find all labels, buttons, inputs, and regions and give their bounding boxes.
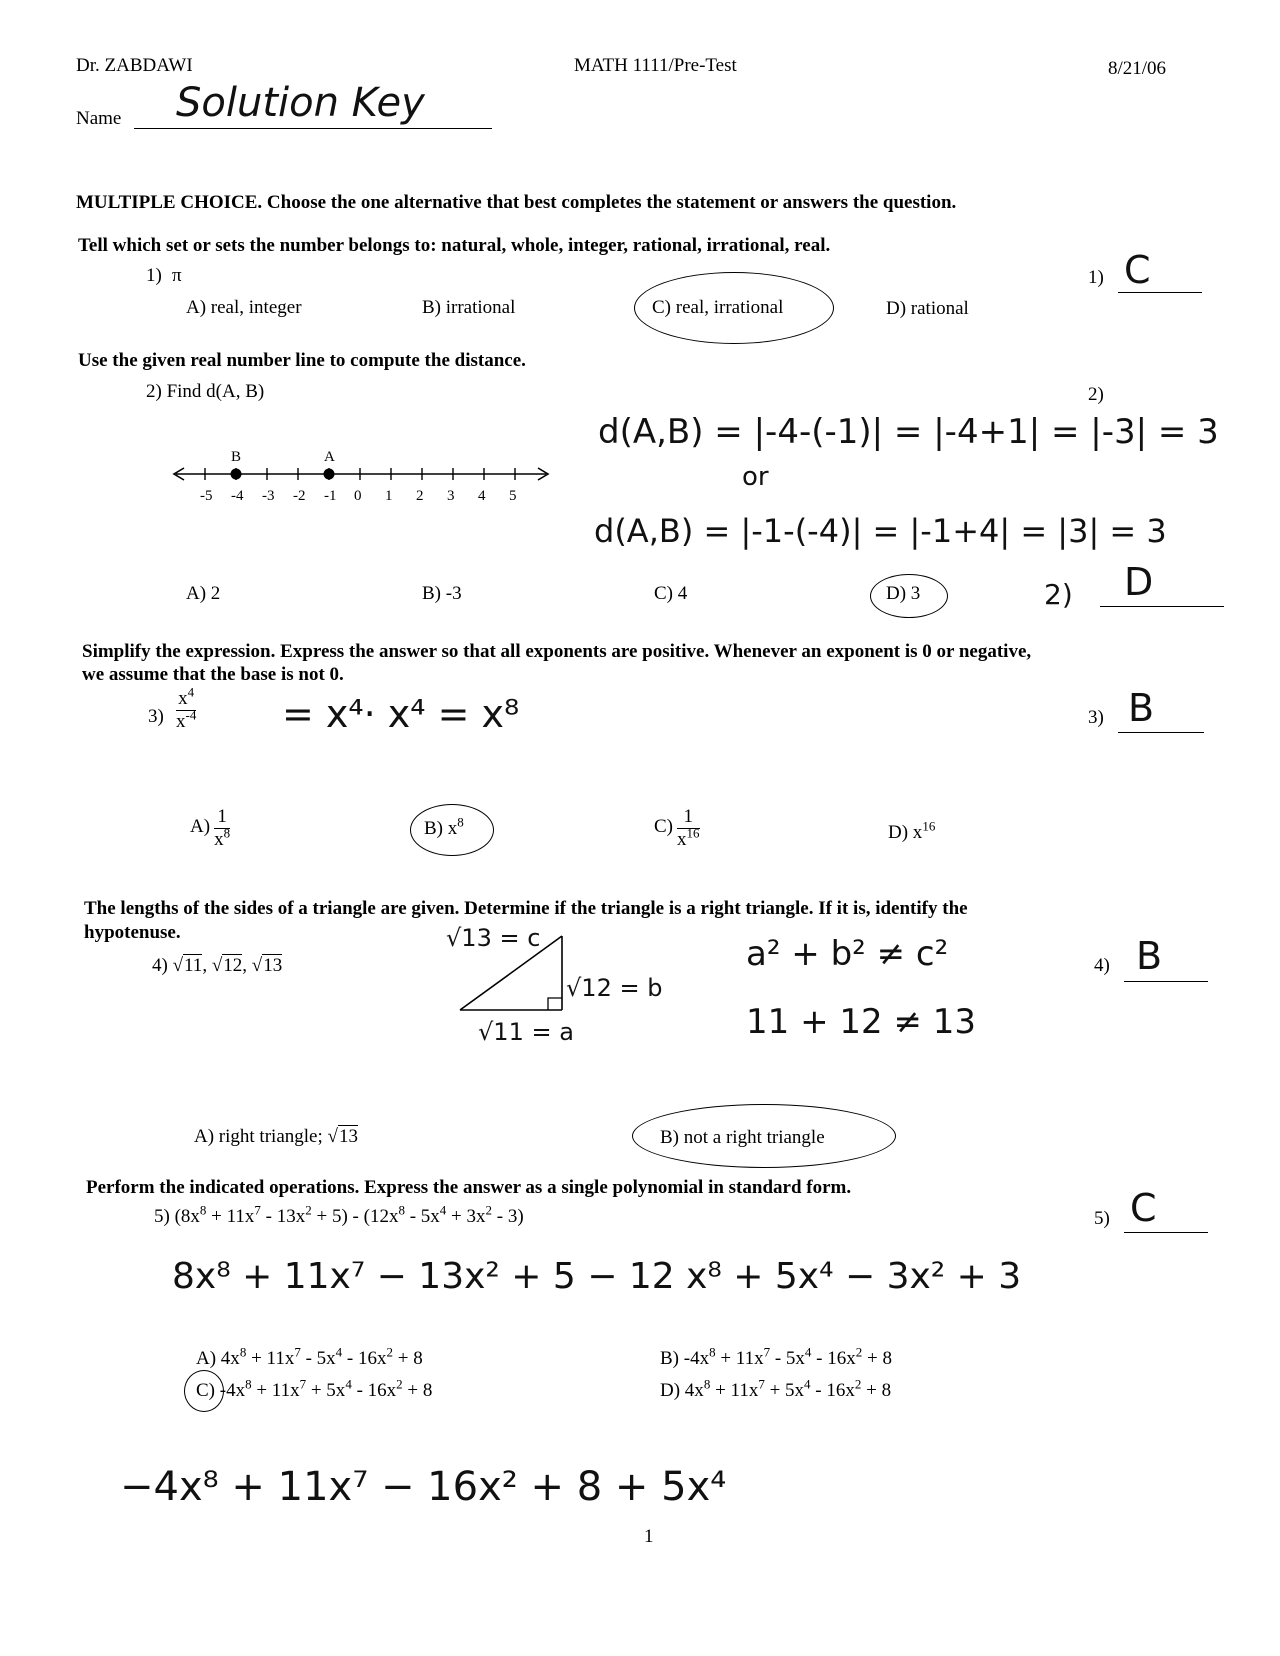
- q4-directions-2: hypotenuse.: [84, 922, 181, 943]
- point-b-label: B: [231, 449, 242, 465]
- q5-problem: 5) $(8x^8 + 11x^7 - 13x^2 + 5) - (12x^8 - 5x^4 + 3x^2 - 3)$: [154, 1202, 524, 1227]
- q1-answer-line: [1118, 292, 1202, 293]
- tick-label: 2: [416, 488, 424, 504]
- q4-answer-circle: [632, 1104, 896, 1168]
- q1-answer: C: [1124, 248, 1151, 292]
- q4-option-a-label: A) right triangle;: [194, 1126, 328, 1147]
- q5-work-2: −4x⁸ + 11x⁷ − 16x² + 8 + 5x⁴: [120, 1464, 727, 1510]
- q4-option-b[interactable]: B) not a right triangle: [660, 1127, 825, 1148]
- tick-label: -1: [324, 488, 337, 504]
- course-title: MATH 1111/Pre-Test: [574, 55, 737, 76]
- q3-option-c-label: C): [654, 816, 673, 838]
- tick-label: 3: [447, 488, 455, 504]
- tick-label: 0: [354, 488, 362, 504]
- q2-option-a[interactable]: A) 2: [186, 583, 221, 604]
- point-a-dot: [324, 469, 335, 480]
- q3-answer-label: 3): [1088, 707, 1104, 728]
- q3-option-b-label: B) x: [424, 818, 458, 839]
- q2-answer: D: [1124, 560, 1154, 604]
- tick-label: 1: [385, 488, 393, 504]
- q2-answer-circle: [870, 574, 948, 618]
- number-line: [168, 444, 558, 508]
- q2-work-line1: d(A,B) = |-4-(-1)| = |-4+1| = |-3| = 3: [598, 412, 1219, 452]
- q4-number: 4) √11, √12, √13: [152, 955, 283, 976]
- q2-option-c[interactable]: C) 4: [654, 583, 688, 604]
- q5-option-c[interactable]: C) $-4x^8 + 11x^7 + 5x^4 - 16x^2 + 8$: [196, 1376, 433, 1401]
- q3-option-a-label: A): [190, 816, 211, 838]
- tick-label: -4: [231, 488, 244, 504]
- q4-work-eq2: 11 + 12 ≠ 13: [746, 1002, 976, 1042]
- q5-answer-label: 5): [1094, 1208, 1110, 1229]
- name-signature: Solution Key: [176, 80, 425, 126]
- q3-directions-2: we assume that the base is not 0.: [82, 664, 344, 681]
- point-b-dot: [231, 469, 242, 480]
- q3-option-c[interactable]: C) $\frac{1}{x^{16}}$: [654, 806, 700, 850]
- q2-answer-label: 2): [1044, 578, 1073, 611]
- name-line: [134, 128, 492, 129]
- instructor-name: Dr. ZABDAWI: [76, 55, 193, 76]
- q1-option-c[interactable]: C) real, irrational: [652, 297, 784, 318]
- q5-option-d[interactable]: D) $4x^8 + 11x^7 + 5x^4 - 16x^2 + 8$: [660, 1376, 892, 1401]
- q3-answer: B: [1128, 686, 1155, 730]
- tick-label: 5: [509, 488, 517, 504]
- q1-prompt: π: [172, 265, 182, 286]
- name-label: Name: [76, 108, 122, 129]
- q1-answer-label: 1): [1088, 267, 1104, 288]
- q1-answer-circle: [634, 272, 834, 344]
- q3-option-d-label: D) x: [888, 822, 923, 843]
- instructions: MULTIPLE CHOICE. Choose the one alternative that best completes the statement or answers the question.: [76, 192, 957, 213]
- q4-work-b: √12 = b: [566, 974, 663, 1002]
- q4-answer: B: [1136, 934, 1163, 978]
- tick-label: -5: [200, 488, 213, 504]
- test-date: 8/21/06: [1108, 58, 1167, 79]
- q3-option-d[interactable]: D) $x^{16}$: [888, 818, 936, 843]
- q4-work-eq1: a² + b² ≠ c²: [746, 934, 949, 974]
- q2-work-line2: d(A,B) = |-1-(-4)| = |-1+4| = |3| = 3: [594, 512, 1167, 550]
- q2-work-or: or: [742, 462, 769, 492]
- q3-work: = x⁴· x⁴ = x⁸: [282, 692, 520, 736]
- page-number: 1: [644, 1526, 654, 1547]
- q3-directions-1: Simplify the expression. Express the answer so that all exponents are positive. Whenever an exponent is 0 or negative,: [82, 641, 1032, 662]
- q4-work-c: √13 = c: [446, 924, 541, 952]
- q5-answer-line: [1124, 1232, 1208, 1233]
- tick-label: -2: [293, 488, 306, 504]
- q5-option-a[interactable]: A) $4x^8 + 11x^7 - 5x^4 - 16x^2 + 8$: [196, 1344, 423, 1369]
- q2-option-b[interactable]: B) -3: [422, 583, 462, 604]
- q1-number: 1): [146, 265, 162, 286]
- q1-option-a[interactable]: A) real, integer: [186, 297, 302, 318]
- q4-option-a[interactable]: A) right triangle; √13: [194, 1126, 358, 1147]
- q3-answer-circle: [410, 804, 494, 856]
- q2-answer-label-top: 2): [1088, 384, 1104, 405]
- q2-answer-line: [1100, 606, 1224, 607]
- q4-work-a: √11 = a: [478, 1018, 574, 1046]
- tick-label: -3: [262, 488, 275, 504]
- point-a-label: A: [324, 449, 335, 465]
- q3-answer-line: [1118, 732, 1204, 733]
- q2-directions: Use the given real number line to compute the distance.: [78, 350, 526, 371]
- q5-answer: C: [1130, 1186, 1157, 1230]
- q1-option-b[interactable]: B) irrational: [422, 297, 516, 318]
- q3-expression: $\frac{x^4}{x^{-4}}$: [176, 684, 197, 732]
- q5-work-1: 8x⁸ + 11x⁷ − 13x² + 5 − 12 x⁸ + 5x⁴ − 3x² + 3: [172, 1256, 1022, 1297]
- q3-number: 3): [148, 706, 164, 727]
- q3-option-a[interactable]: A) $\frac{1}{x^8}$: [190, 806, 231, 850]
- q4-answer-label: 4): [1094, 955, 1110, 976]
- q5-answer-circle: [184, 1370, 224, 1412]
- q4-answer-line: [1124, 981, 1208, 982]
- q5-directions: Perform the indicated operations. Express the answer as a single polynomial in standard form.: [86, 1177, 852, 1198]
- q4-directions-1: The lengths of the sides of a triangle are given. Determine if the triangle is a right triangle. If it is, identify the: [84, 898, 968, 919]
- tick-label: 4: [478, 488, 486, 504]
- q1-directions: Tell which set or sets the number belongs to: natural, whole, integer, rational, irrational, real.: [78, 235, 831, 256]
- q5-option-b[interactable]: B) $-4x^8 + 11x^7 - 5x^4 - 16x^2 + 8$: [660, 1344, 892, 1369]
- q3-option-b[interactable]: B) $x^8$: [424, 814, 464, 839]
- q2-prompt: 2) Find d(A, B): [146, 381, 265, 402]
- q1-option-d[interactable]: D) rational: [886, 298, 969, 319]
- q2-option-d[interactable]: D) 3: [886, 583, 921, 604]
